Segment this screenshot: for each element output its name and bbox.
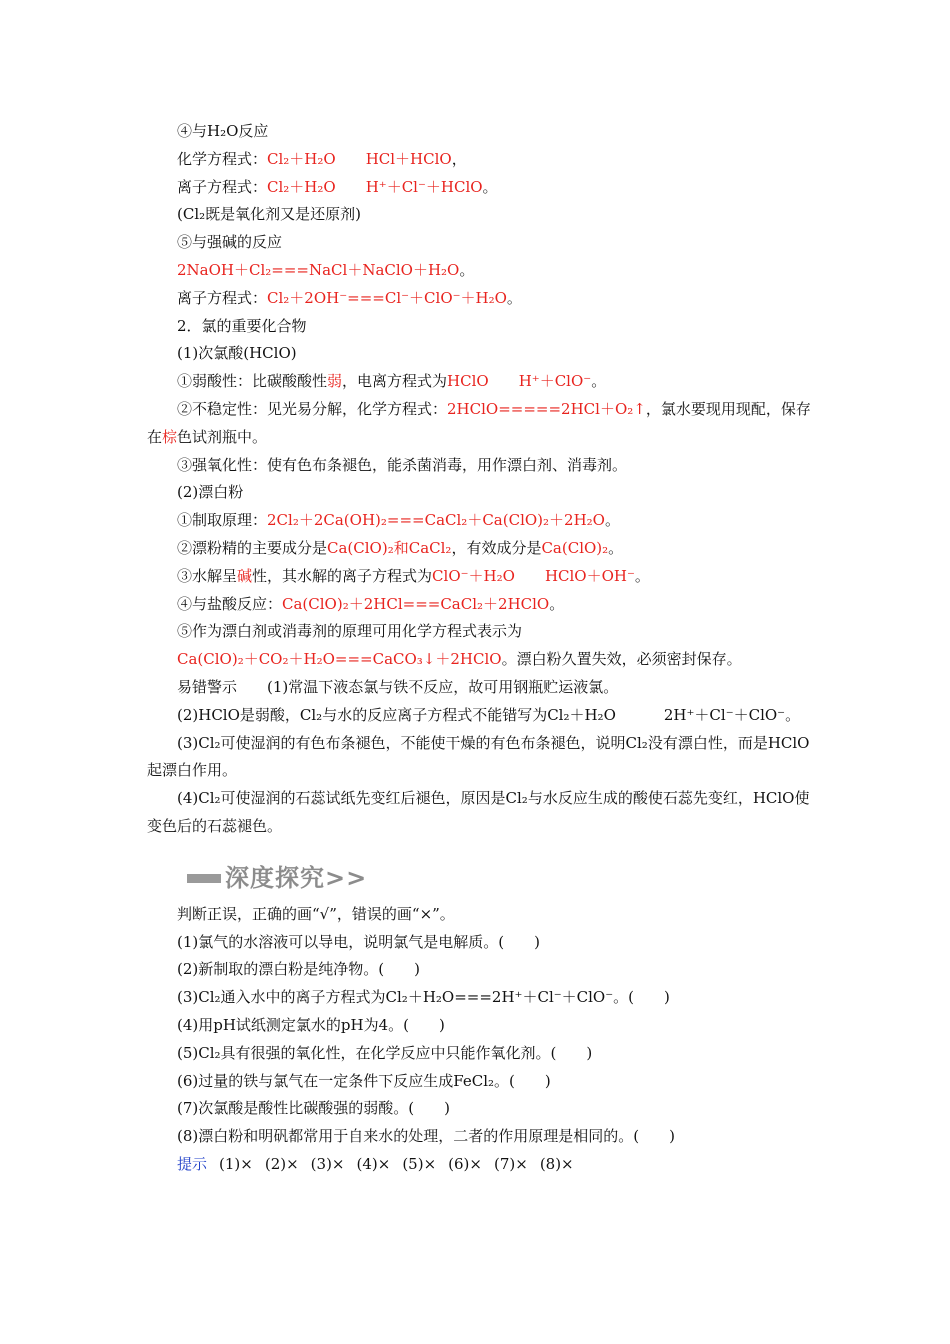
- hclo-weak-acid: ①弱酸性：比碳酸酸性弱，电离方程式为HClO H⁺＋ClO⁻。: [177, 372, 607, 391]
- answer: (6)×: [448, 1154, 482, 1173]
- quiz-item: (7)次氯酸是酸性比碳酸强的弱酸。( ): [177, 1099, 450, 1118]
- powder-hydrolysis: ③水解呈碱性，其水解的离子方程式为ClO⁻＋H₂O HClO＋OH⁻。: [177, 566, 650, 585]
- section-banner: [187, 859, 822, 893]
- answer: (5)×: [402, 1154, 437, 1173]
- base-reaction-heading: ⑤与强碱的反应: [177, 233, 283, 252]
- hint-label: 提示: [177, 1154, 208, 1173]
- hclo-oxidizing: ③强氧化性：使有色布条褪色，能杀菌消毒，用作漂白剂、消毒剂。: [177, 455, 628, 474]
- banner-bar-icon: [187, 874, 221, 883]
- powder-bleach-principle: ⑤作为漂白剂或消毒剂的原理可用化学方程式表示为: [177, 622, 523, 641]
- powder-preparation: ①制取原理：2Cl₂＋2Ca(OH)₂===CaCl₂＋Ca(ClO)₂＋2H₂O。: [177, 511, 620, 530]
- answer: (4)×: [356, 1154, 391, 1173]
- base-ion-equation: 离子方程式：Cl₂＋2OH⁻===Cl⁻＋ClO⁻＋H₂O。: [177, 288, 522, 307]
- quiz-item: (6)过量的铁与氯气在一定条件下反应生成FeCl₂。( ): [177, 1071, 551, 1090]
- water-reaction-heading: ④与H₂O反应: [177, 122, 269, 140]
- answer: (2)×: [264, 1154, 299, 1173]
- quiz-item: (3)Cl₂通入水中的离子方程式为Cl₂＋H₂O===2H⁺＋Cl⁻＋ClO⁻。( ): [177, 988, 670, 1007]
- answer: (1)×: [219, 1154, 253, 1173]
- powder-hcl-reaction: ④与盐酸反应：Ca(ClO)₂＋2HCl===CaCl₂＋2HClO。: [177, 594, 565, 613]
- water-note: (Cl₂既是氧化剂又是还原剂): [177, 205, 361, 224]
- warning-4: (4)Cl₂可使湿润的石蕊试纸先变红后褪色，原因是Cl₂与水反应生成的酸使石蕊先变红，HClO使变色后的石蕊褪色。: [147, 789, 810, 835]
- quiz-item: (2)新制取的漂白粉是纯净物。( ): [177, 960, 420, 979]
- warning-3: (3)Cl₂可使湿润的有色布条褪色，不能使干燥的有色布条褪色，说明Cl₂没有漂白性，而是HClO起漂白作用。: [147, 733, 810, 780]
- answer: (3)×: [310, 1154, 345, 1173]
- warning-2: (2)HClO是弱酸，Cl₂与水的反应离子方程式不能错写为Cl₂＋H₂O 2H⁺＋Cl⁻＋ClO⁻。: [177, 705, 801, 724]
- section-title: 深度探究>>: [225, 864, 368, 893]
- hclo-heading: (1)次氯酸(HClO): [177, 344, 297, 363]
- hclo-unstable: ②不稳定性：见光易分解，化学方程式：2HClO=====2HCl＋O₂↑，氯水要现用现配，保存在棕色试剂瓶中。: [147, 399, 811, 446]
- answer: (7)×: [493, 1154, 528, 1173]
- powder-bleach-equation: Ca(ClO)₂＋CO₂＋H₂O===CaCO₃↓＋2HClO。漂白粉久置失效，必须密封保存。: [177, 650, 742, 669]
- compounds-heading: 2．氯的重要化合物: [177, 316, 307, 335]
- quiz-item: (4)用pH试纸测定氯水的pH为4。( ): [177, 1015, 445, 1034]
- quiz-intro: 判断正误，正确的画“√”，错误的画“×”。: [177, 904, 455, 923]
- base-equation: 2NaOH＋Cl₂===NaCl＋NaClO＋H₂O。: [177, 260, 475, 279]
- quiz-item: (1)氯气的水溶液可以导电，说明氯气是电解质。( ): [177, 932, 540, 951]
- document-page: [147, 118, 822, 1179]
- water-ion-equation: 离子方程式：Cl₂＋H₂O H⁺＋Cl⁻＋HClO。: [177, 177, 498, 196]
- powder-heading: (2)漂白粉: [177, 483, 244, 502]
- answer: (8)×: [539, 1154, 574, 1173]
- powder-composition: ②漂粉精的主要成分是Ca(ClO)₂和CaCl₂，有效成分是Ca(ClO)₂。: [177, 538, 624, 557]
- quiz-item: (5)Cl₂具有很强的氧化性，在化学反应中只能作氧化剂。( ): [177, 1043, 593, 1062]
- warning-label: 易错警示: [177, 677, 238, 696]
- quiz-item: (8)漂白粉和明矾都常用于自来水的处理，二者的作用原理是相同的。( ): [177, 1127, 675, 1146]
- water-chem-equation: 化学方程式：Cl₂＋H₂O HCl＋HClO，: [177, 149, 467, 168]
- quiz-list: [147, 929, 822, 1151]
- quiz-hint: [147, 1151, 822, 1179]
- warning-1: 易错警示 (1)常温下液态氯与铁不反应，故可用钢瓶贮运液氯。: [177, 677, 619, 696]
